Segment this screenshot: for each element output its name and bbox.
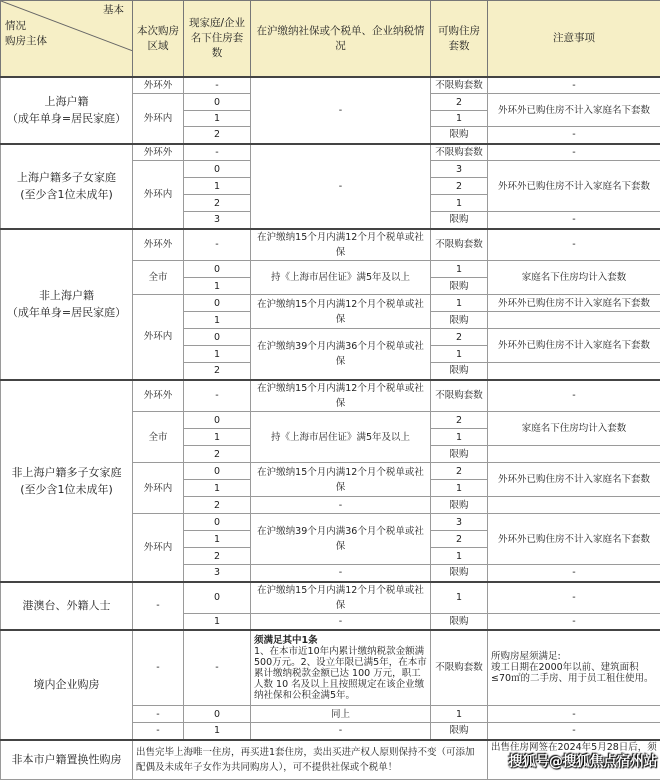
table-cell: 外环外已购住房不计入家庭名下套数 xyxy=(488,329,660,363)
table-cell: 1 xyxy=(431,548,488,565)
table-cell: 1 xyxy=(184,480,251,497)
table-cell: 在沪缴纳39个月内满36个月个税单或社 保 xyxy=(251,329,431,380)
buyer-type-cell: 非上海户籍 （成年单身=居民家庭） xyxy=(1,229,133,380)
table-cell: 3 xyxy=(431,161,488,178)
table-cell: 外环内 xyxy=(133,161,184,229)
table-cell: 全市 xyxy=(133,412,184,463)
table-cell: - xyxy=(251,723,431,740)
table-cell: 1 xyxy=(184,613,251,630)
table-cell: 2 xyxy=(431,412,488,429)
table-cell: 1 xyxy=(431,346,488,363)
table-cell: 3 xyxy=(184,212,251,229)
table-cell: 限购 xyxy=(431,127,488,144)
table-cell: 2 xyxy=(431,94,488,111)
table-cell: 不限购套数 xyxy=(431,380,488,412)
table-cell: 家庭名下住房均计入套数 xyxy=(488,261,660,295)
table-cell: 外环内 xyxy=(133,463,184,514)
table-cell: 0 xyxy=(184,412,251,429)
table-cell: 1 xyxy=(184,178,251,195)
table-cell: - xyxy=(133,582,184,630)
table-cell: 0 xyxy=(184,582,251,614)
table-cell: 在沪缴纳15个月内满12个月个税单或社 保 xyxy=(251,582,431,614)
header-notes: 注意事项 xyxy=(488,1,660,78)
table-cell: - xyxy=(133,630,184,706)
table-cell: 限购 xyxy=(431,278,488,295)
table-cell: 2 xyxy=(184,548,251,565)
table-cell: 1 xyxy=(431,429,488,446)
condition-title: 须满足其中1条 xyxy=(254,635,427,646)
table-row xyxy=(1,740,660,780)
table-cell: 1 xyxy=(184,723,251,740)
header-owned-count: 现家庭/企业 名下住房套 数 xyxy=(184,1,251,78)
table-cell xyxy=(488,740,660,780)
table-cell: 0 xyxy=(184,94,251,111)
table-cell: 2 xyxy=(184,195,251,212)
table-cell: 限购 xyxy=(431,613,488,630)
table-cell: 限购 xyxy=(431,565,488,582)
table-cell: 外环内 xyxy=(133,295,184,380)
table-cell: - xyxy=(488,229,660,261)
table-cell: 全市 xyxy=(133,261,184,295)
buyer-type-cell: 非上海户籍多子女家庭 (至少含1位未成年) xyxy=(1,380,133,582)
table-cell: 所购房屋须满足: 竣工日期在2000年以前、建筑面积≤70㎡的二手房、用于员工租住使用。 xyxy=(488,630,660,706)
table-cell: 2 xyxy=(184,446,251,463)
table-row xyxy=(1,630,660,706)
table-cell: 不限购套数 xyxy=(431,144,488,161)
table-cell: 限购 xyxy=(431,312,488,329)
table-cell: - xyxy=(488,77,660,94)
table-row xyxy=(1,380,660,412)
table-cell: 2 xyxy=(184,127,251,144)
header-situation: 情况 xyxy=(5,19,26,33)
table-cell: 3 xyxy=(431,514,488,531)
buyer-type-cell: 港澳台、外籍人士 xyxy=(1,582,133,630)
table-cell: 1 xyxy=(184,312,251,329)
header-tax-social: 在沪缴纳社保或个税单、企业纳税情 况 xyxy=(251,1,431,78)
table-cell: 1 xyxy=(184,346,251,363)
table-cell: 持《上海市居住证》满5年及以上 xyxy=(251,261,431,295)
table-cell xyxy=(488,497,660,514)
table-cell xyxy=(251,630,431,706)
table-cell: 外环外已购住房不计入家庭名下套数 xyxy=(488,161,660,212)
table-cell: 1 xyxy=(184,429,251,446)
table-cell: 在沪缴纳15个月内满12个月个税单或社 保 xyxy=(251,463,431,497)
diagonal-header-cell xyxy=(1,1,133,78)
table-cell: 0 xyxy=(184,463,251,480)
table-row xyxy=(1,229,660,261)
table-cell: 外环外 xyxy=(133,77,184,94)
table-cell: 同上 xyxy=(251,706,431,723)
table-cell: 不限购套数 xyxy=(431,229,488,261)
table-cell: 1 xyxy=(431,261,488,278)
table-cell: - xyxy=(488,127,660,144)
header-basic: 基本 xyxy=(103,3,124,17)
table-cell: 0 xyxy=(184,261,251,278)
table-cell: 出售完毕上海唯一住房，再买进1套住房，卖出买进产权人原则保持不变（可添加配偶及未成年子女作为共同购房人），可不提供社保或个税单！ xyxy=(133,740,488,780)
table-cell: - xyxy=(251,613,431,630)
table-cell: 2 xyxy=(431,531,488,548)
table-cell xyxy=(488,312,660,329)
buyer-type-cell: 上海户籍 （成年单身=居民家庭） xyxy=(1,77,133,144)
table-cell: 持《上海市居住证》满5年及以上 xyxy=(251,412,431,463)
table-cell: 外环外 xyxy=(133,144,184,161)
table-cell: 3 xyxy=(184,565,251,582)
table-cell: - xyxy=(184,380,251,412)
table-cell: 1 xyxy=(431,706,488,723)
table-cell: 在沪缴纳15个月内满12个月个税单或社 保 xyxy=(251,229,431,261)
table-cell: - xyxy=(488,582,660,614)
table-cell: 1 xyxy=(431,111,488,127)
header-region: 本次购房 区域 xyxy=(133,1,184,78)
table-cell: - xyxy=(488,613,660,630)
table-cell: 2 xyxy=(431,463,488,480)
table-cell: - xyxy=(488,706,660,723)
table-cell: - xyxy=(184,630,251,706)
watermark: 搜狐号@搜狐焦点宿州站 xyxy=(491,754,657,770)
table-cell: 1 xyxy=(184,531,251,548)
table-cell: 2 xyxy=(184,363,251,380)
table-cell: 限购 xyxy=(431,212,488,229)
table-cell: 不限购套数 xyxy=(431,77,488,94)
table-cell: 2 xyxy=(184,497,251,514)
table-cell: - xyxy=(133,723,184,740)
table-cell: - xyxy=(251,77,431,144)
table-cell: 0 xyxy=(184,514,251,531)
table-cell: 外环外已购住房不计入家庭名下套数 xyxy=(488,94,660,127)
header-buyer: 购房主体 xyxy=(5,34,47,48)
buyer-type-cell: 非本市户籍置换性购房 xyxy=(1,740,133,780)
table-cell: - xyxy=(184,77,251,94)
table-cell: 在沪缴纳15个月内满12个月个税单或社 保 xyxy=(251,295,431,329)
table-cell: 在沪缴纳15个月内满12个月个税单或社 保 xyxy=(251,380,431,412)
buyer-type-cell: 境内企业购房 xyxy=(1,630,133,740)
table-cell: 外环外 xyxy=(133,229,184,261)
table-cell: - xyxy=(251,144,431,229)
table-cell: 外环内 xyxy=(133,94,184,144)
table-cell: - xyxy=(488,723,660,740)
table-cell: 不限购套数 xyxy=(431,630,488,706)
table-cell: 限购 xyxy=(431,497,488,514)
table-cell: - xyxy=(488,212,660,229)
table-cell: - xyxy=(251,497,431,514)
table-cell: 限购 xyxy=(431,363,488,380)
table-cell: - xyxy=(488,144,660,161)
table-cell: 外环外已购住房不计入家庭名下套数 xyxy=(488,514,660,565)
table-row xyxy=(1,582,660,614)
table-cell: - xyxy=(488,565,660,582)
table-cell: - xyxy=(184,144,251,161)
table-cell: 0 xyxy=(184,329,251,346)
buyer-type-cell: 上海户籍多子女家庭 (至少含1位未成年) xyxy=(1,144,133,229)
table-cell: 外环外 xyxy=(133,380,184,412)
table-cell: 1 xyxy=(184,278,251,295)
table-cell: 家庭名下住房均计入套数 xyxy=(488,412,660,446)
table-cell: 外环外已购住房不计入家庭名下套数 xyxy=(488,295,660,312)
table-cell: - xyxy=(184,229,251,261)
table-cell: - xyxy=(251,565,431,582)
table-cell xyxy=(488,363,660,380)
table-body xyxy=(1,77,660,780)
table-cell: 限购 xyxy=(431,446,488,463)
table-cell: 2 xyxy=(431,178,488,195)
note-text: 出售住房网签在2024年5月28日后，须 xyxy=(491,742,657,753)
header-row xyxy=(1,1,660,78)
table-cell: 限购 xyxy=(431,723,488,740)
table-cell: 1 xyxy=(431,195,488,212)
condition-text: 1、在本市近10年内累计缴纳税款金额满 500万元。2、设立年限已满5年，在本市累计缴纳税款金额已达 100 万元，职工人数 10 名及以上且按照规定在该企业缴纳社保和公积金满5年。 xyxy=(254,646,427,701)
table-cell: 1 xyxy=(431,295,488,312)
table-cell: 0 xyxy=(184,706,251,723)
table-cell: 外环外已购住房不计入家庭名下套数 xyxy=(488,463,660,497)
table-row xyxy=(1,77,660,94)
table-cell: 1 xyxy=(431,480,488,497)
table-cell: - xyxy=(133,706,184,723)
table-row xyxy=(1,144,660,161)
table-cell: 1 xyxy=(184,111,251,127)
table-cell: 2 xyxy=(431,329,488,346)
table-cell: 在沪缴纳39个月内满36个月个税单或社 保 xyxy=(251,514,431,565)
table-cell: 外环内 xyxy=(133,514,184,582)
table-cell: 1 xyxy=(431,582,488,614)
table-cell: 0 xyxy=(184,161,251,178)
table-cell xyxy=(488,446,660,463)
header-allowed-count: 可购住房 套数 xyxy=(431,1,488,78)
table-cell: 0 xyxy=(184,295,251,312)
table-cell: - xyxy=(488,380,660,412)
